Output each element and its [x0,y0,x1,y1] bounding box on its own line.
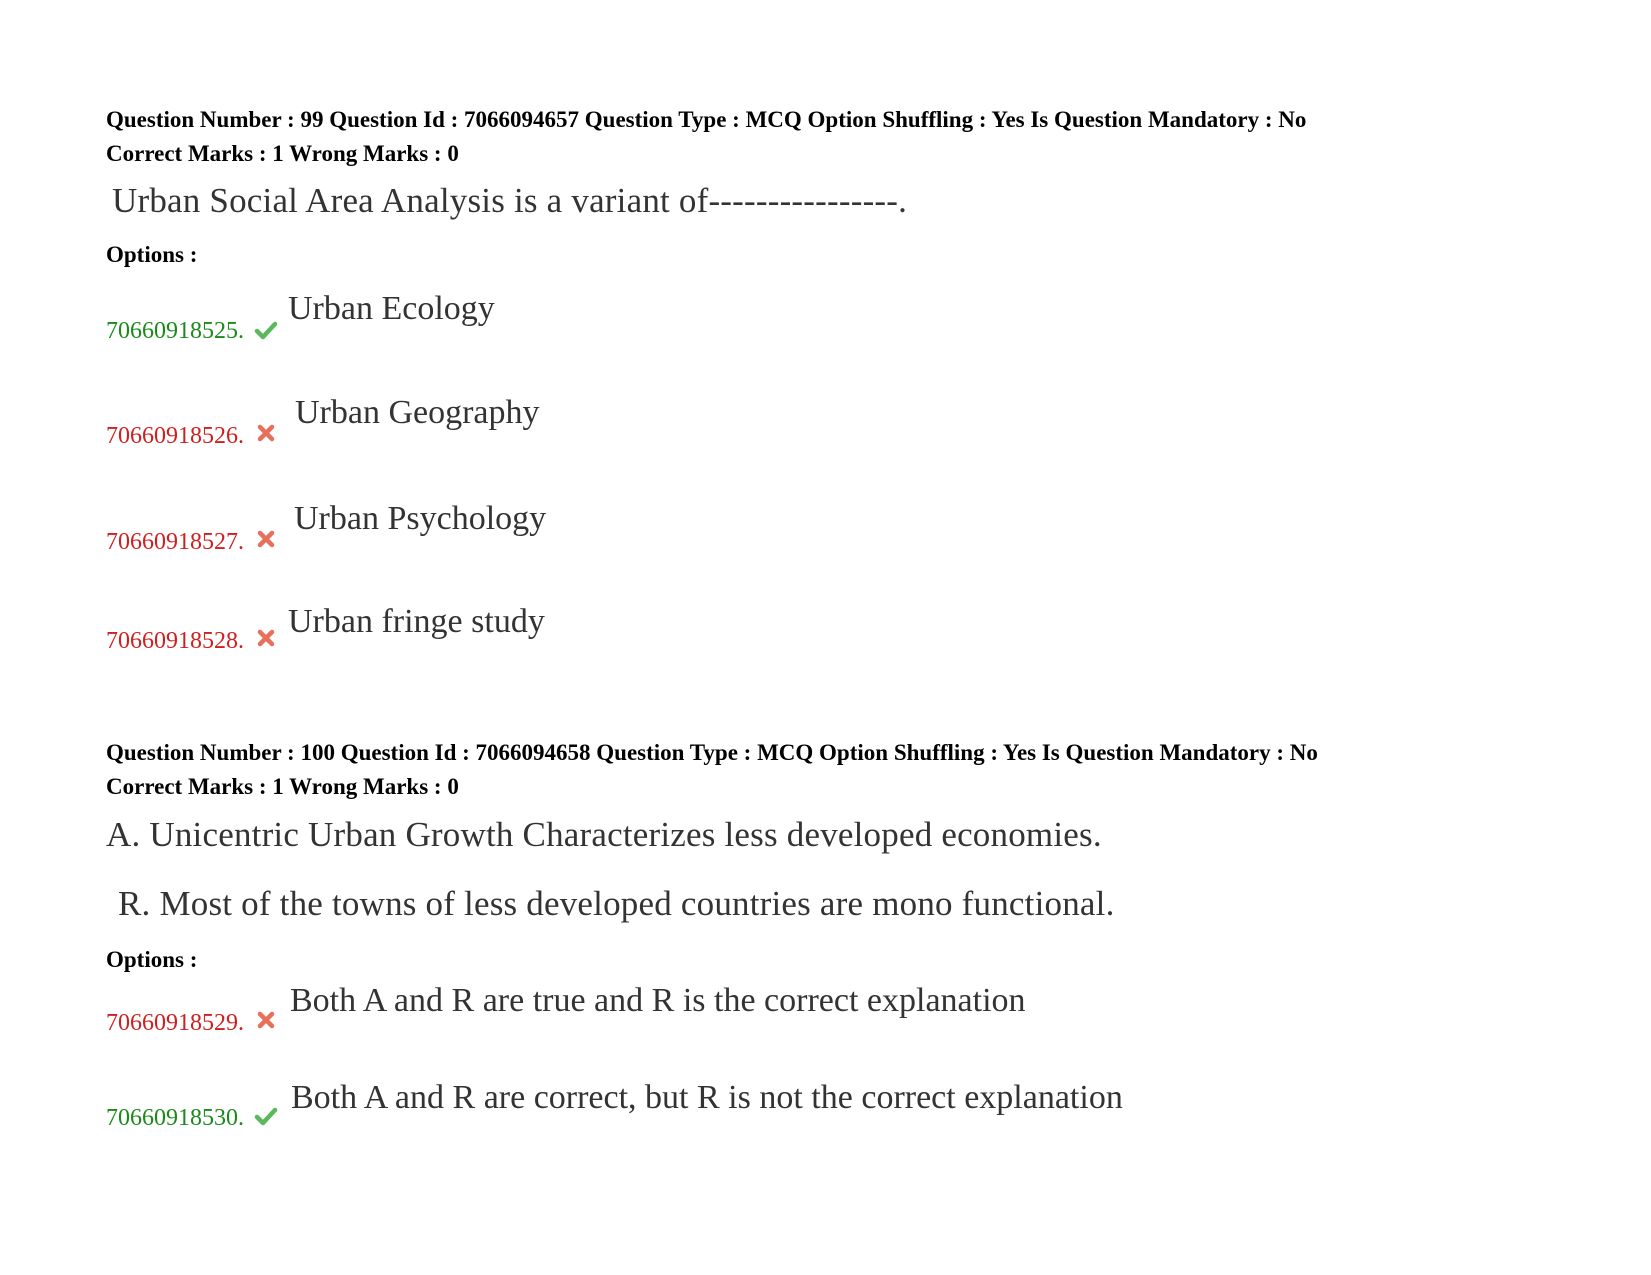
reason-text: R. Most of the towns of less developed countries are mono functional. [118,884,1115,923]
cross-icon [256,1010,276,1030]
option-id: 70660918527. [106,529,244,555]
option-id: 70660918525. [106,318,244,344]
check-icon [254,1104,278,1128]
option-text: Urban Geography [295,394,540,431]
question-text: Urban Social Area Analysis is a variant of----------------. [112,181,908,220]
question-meta-line1: Question Number : 100 Question Id : 7066094658 Question Type : MCQ Option Shuffling : Yes Is Question Mandatory : No [106,740,1318,765]
question-meta-line2: Correct Marks : 1 Wrong Marks : 0 [106,141,459,166]
cross-icon [256,628,276,648]
option-id: 70660918526. [106,423,244,449]
option-text: Urban Psychology [294,500,547,537]
check-icon [254,318,278,342]
option-id: 70660918529. [106,1010,244,1036]
option-id: 70660918530. [106,1105,244,1131]
option-text: Urban fringe study [288,603,545,640]
cross-icon [256,423,276,443]
option-text: Urban Ecology [288,290,495,327]
option-id: 70660918528. [106,628,244,654]
cross-icon [256,529,276,549]
question-meta-line1: Question Number : 99 Question Id : 7066094657 Question Type : MCQ Option Shuffling : Yes Is Question Mandatory : No [106,107,1307,132]
question-meta-line2: Correct Marks : 1 Wrong Marks : 0 [106,774,459,799]
option-text: Both A and R are correct, but R is not the correct explanation [291,1079,1123,1116]
assertion-text: A. Unicentric Urban Growth Characterizes less developed economies. [106,815,1102,854]
options-label: Options : [106,947,198,972]
option-text: Both A and R are true and R is the correct explanation [290,982,1026,1019]
options-label: Options : [106,242,198,267]
